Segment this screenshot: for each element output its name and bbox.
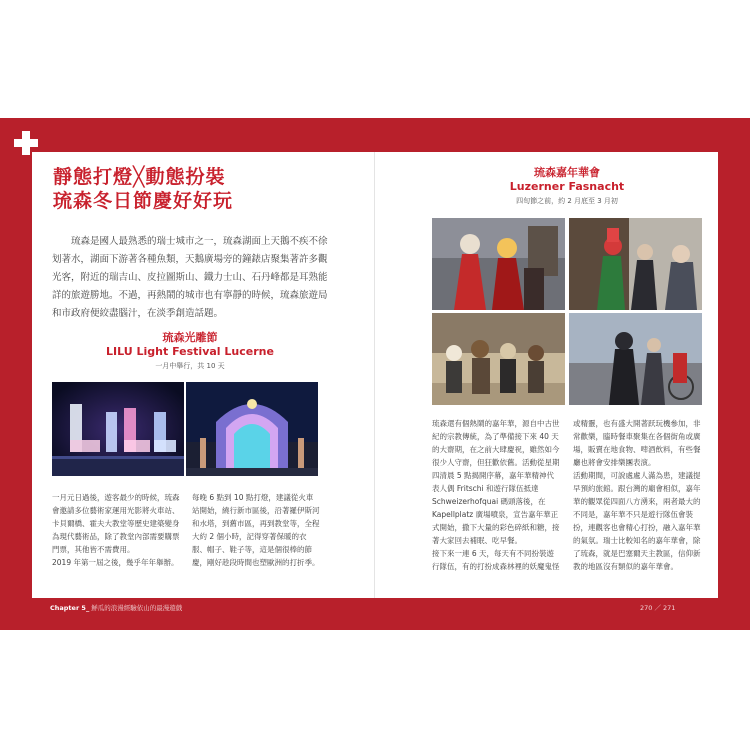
- article-title: 靜態打燈╳動態扮裝 琉森冬日節慶好好玩: [53, 166, 234, 212]
- fasnacht-parade-photo: [432, 313, 565, 405]
- lilu-subtitle: 一月中舉行，共 10 天: [155, 362, 225, 370]
- lilu-station-arch-photo: [186, 382, 318, 476]
- lilu-section-heading: 琉森光雕節 LILU Light Festival Lucerne: [106, 331, 274, 358]
- chapter-footer: Chapter 5_ 鮮瓜的浪漫經驗依山的最漫遊戲: [50, 604, 183, 612]
- fasnacht-text-column-2: 或精靈，也有盛大開著跃玩機參加，非常歡樂，臨時餐車聚集在各個街角或廣場，販賣在地食物、啤酒飲料，有些餐廳也將會安排樂團表演。 活動期間，可說處處人滿為患，建議提早預約旅館。跟台灣的廟會相似，嘉年華的觀眾從四面八方湧來，兩者最大的不同是，嘉年華不只是遊行隊伍會裝扮，連觀客也會精心打扮，融入嘉年華的氣氛。瑞士比較知名的嘉年華會，除了琉森，就是巴塞爾天主教區，信仰新教的地區沒有類似的嘉年華會。: [573, 419, 701, 571]
- fasnacht-street-photo: [569, 313, 702, 405]
- page-gutter: [374, 152, 375, 598]
- fasnacht-section-heading: 琉森嘉年華會 Luzerner Fasnacht: [509, 166, 625, 193]
- fasnacht-text-column-1: 琉森還有個熱鬧的嘉年華，源自中古世紀的宗教傳統，為了準備接下來 40 天的大齋期，在之前大肆慶祝，雖然如今很少人守齋，但狂歡依舊。活動從星期四清晨 5 點揭開序幕，嘉年華精神代表人偶 Fritschi 和遊行隊伍抵達 Schweizerhofquai 碼頭落後，在 Kapellplatz 廣場噴泉，宣告嘉年華正式開始，撒下大量的彩色碎紙和糖，接著大家回去補眠、吃早餐。 接下來一連 6 天，每天有不同扮裝遊行隊伍，有的打扮成森林裡的妖魔鬼怪: [432, 419, 560, 571]
- lilu-letters-photo: [52, 382, 184, 476]
- fasnacht-costumes-photo-2: [569, 218, 702, 310]
- page-numbers: 270 ／ 271: [640, 604, 676, 612]
- intro-paragraph: 琉森是國人最熟悉的瑞士城市之一，琉森湖面上天鵝不疾不徐划著水，湖面下游著各種魚類，天鵝廣場旁的鐘錶店聚集著許多觀光客，附近的瑞吉山、皮拉圖斯山、鐵力士山、石丹峰都是耳熟能詳的旅遊勝地。不過，再熱鬧的城市也有寧靜的時候，琉森旅遊局和市政府便絞盡腦汁，在淡季創造話題。: [52, 236, 328, 319]
- fasnacht-subtitle: 四旬節之前，約 2 月底至 3 月初: [516, 197, 618, 205]
- lilu-text-column-1: 一月元日過後，遊客最少的時候，琉森會邀請多位藝術家運用光影將火車站、卡貝爾橋、霍夫大教堂等歷史建築變身為現代藝術品，除了教堂內部需要購票門票，其他皆不需費用。 2019 年第一屆之後，幾乎年年舉辦。: [52, 493, 180, 567]
- lilu-text-column-2: 每晚 6 點到 10 點打燈，建議從火車站開始，繞行新市區後，沿著羅伊斯河和水塔，到舊市區，再到教堂等，全程大約 2 個小時，記得穿著保暖的衣服、帽子、鞋子等，這是個很棒的節慶，剛好趁段時間也塑歐洲的打折季。: [192, 493, 320, 567]
- fasnacht-costumes-photo-1: [432, 218, 565, 310]
